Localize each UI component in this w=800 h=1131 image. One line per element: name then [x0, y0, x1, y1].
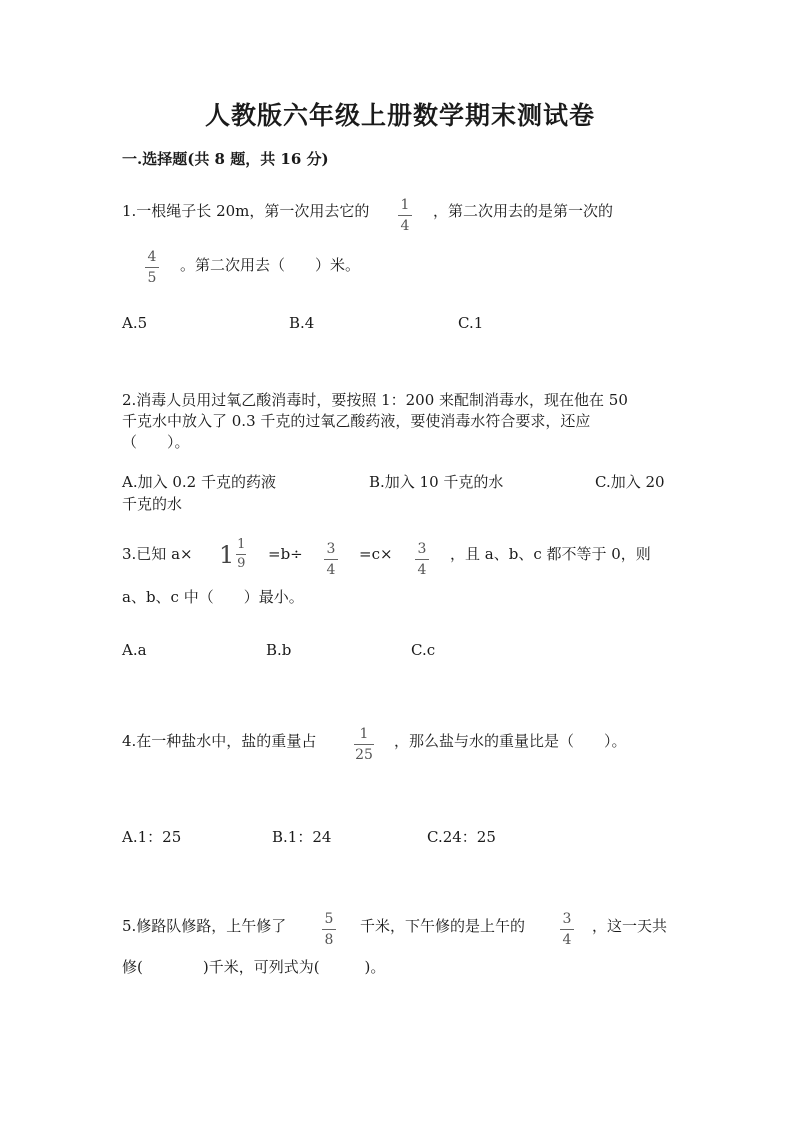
fraction-denominator: 9 — [237, 556, 246, 571]
fraction-denominator: 8 — [324, 932, 334, 948]
q3-text-part5: a、b、c 中（ ）最小。 — [122, 588, 304, 606]
q3-text-part4: ，且 a、b、c 都不等于 0，则 — [450, 545, 651, 563]
fraction-denominator: 4 — [400, 218, 410, 234]
q3-mixed-number — [219, 538, 246, 571]
q3-fraction-1 — [324, 541, 338, 578]
q3-text-part1: 3.已知 a× — [122, 545, 193, 563]
q4-fraction-1 — [354, 726, 374, 763]
fraction-bar — [324, 559, 338, 560]
q1-option-c[interactable]: C.1 — [458, 314, 484, 332]
fraction-bar — [415, 559, 429, 560]
q1-fraction-2 — [145, 249, 159, 286]
q1-option-a[interactable]: A.5 — [122, 314, 148, 332]
q4-option-a[interactable]: A.1：25 — [122, 828, 182, 846]
fraction-denominator: 25 — [355, 747, 373, 763]
q5-fraction-2 — [560, 911, 574, 948]
fraction-denominator: 4 — [562, 932, 572, 948]
q3-option-c[interactable]: C.c — [411, 641, 436, 659]
fraction-numerator: 3 — [326, 541, 336, 557]
fraction-numerator: 4 — [147, 249, 157, 265]
fraction-numerator: 5 — [324, 911, 334, 927]
fraction-bar — [560, 929, 574, 930]
fraction-numerator: 3 — [562, 911, 572, 927]
q1-text-part1: 1.一根绳子长 20m，第一次用去它的 — [122, 202, 370, 220]
page-title: 人教版六年级上册数学期末测试卷 — [204, 101, 595, 130]
fraction-bar — [354, 744, 374, 745]
q5-text-part2: 千米，下午修的是上午的 — [360, 917, 526, 935]
mixed-fraction — [236, 538, 246, 571]
q5-text-part4: 修( )千米，可列式为( )。 — [122, 958, 386, 976]
fraction-denominator: 4 — [417, 562, 427, 578]
fraction-denominator: 5 — [147, 270, 157, 286]
q2-option-c[interactable]: C.加入 20 — [595, 473, 665, 491]
q2-line-1: 2.消毒人员用过氧乙酸消毒时，要按照 1：200 来配制消毒水，现在他在 50 — [122, 391, 628, 409]
q3-option-b[interactable]: B.b — [266, 641, 292, 659]
fraction-numerator: 1 — [359, 726, 369, 742]
fraction-numerator: 1 — [400, 197, 410, 213]
fraction-denominator: 4 — [326, 562, 336, 578]
q1-fraction-1 — [398, 197, 412, 234]
q3-option-a[interactable]: A.a — [122, 641, 147, 659]
fraction-numerator: 1 — [237, 537, 246, 552]
q1-option-b[interactable]: B.4 — [289, 314, 315, 332]
q2-option-c-continued: 千克的水 — [122, 495, 183, 513]
section-heading: 一.选择题(共 8 题，共 16 分) — [122, 150, 329, 168]
q2-option-b[interactable]: B.加入 10 千克的水 — [369, 473, 504, 491]
q4-option-b[interactable]: B.1：24 — [272, 828, 332, 846]
q1-text-part3: 。第二次用去（ ）米。 — [180, 256, 361, 274]
q3-fraction-2 — [415, 541, 429, 578]
fraction-bar — [322, 929, 336, 930]
q4-text-part2: ，那么盐与水的重量比是（ ）。 — [394, 732, 627, 750]
fraction-numerator: 3 — [417, 541, 427, 557]
q4-text-part1: 4.在一种盐水中，盐的重量占 — [122, 732, 317, 750]
q3-text-part2: =b÷ — [268, 545, 303, 563]
q3-text-part3: =c× — [359, 545, 393, 563]
q1-text-part2: ，第二次用去的是第一次的 — [433, 202, 614, 220]
q4-option-c[interactable]: C.24：25 — [427, 828, 496, 846]
q5-fraction-1 — [322, 911, 336, 948]
q2-option-a[interactable]: A.加入 0.2 千克的药液 — [122, 473, 276, 491]
fraction-bar — [398, 215, 412, 216]
mixed-whole: 1 — [219, 540, 235, 569]
fraction-bar — [236, 554, 246, 555]
q5-text-part3: ，这一天共 — [592, 917, 668, 935]
q2-line-3: （ ）。 — [122, 433, 190, 451]
q5-text-part1: 5.修路队修路，上午修了 — [122, 917, 287, 935]
q2-line-2: 千克水中放入了 0.3 千克的过氧乙酸药液，要使消毒水符合要求，还应 — [122, 412, 591, 430]
fraction-bar — [145, 267, 159, 268]
